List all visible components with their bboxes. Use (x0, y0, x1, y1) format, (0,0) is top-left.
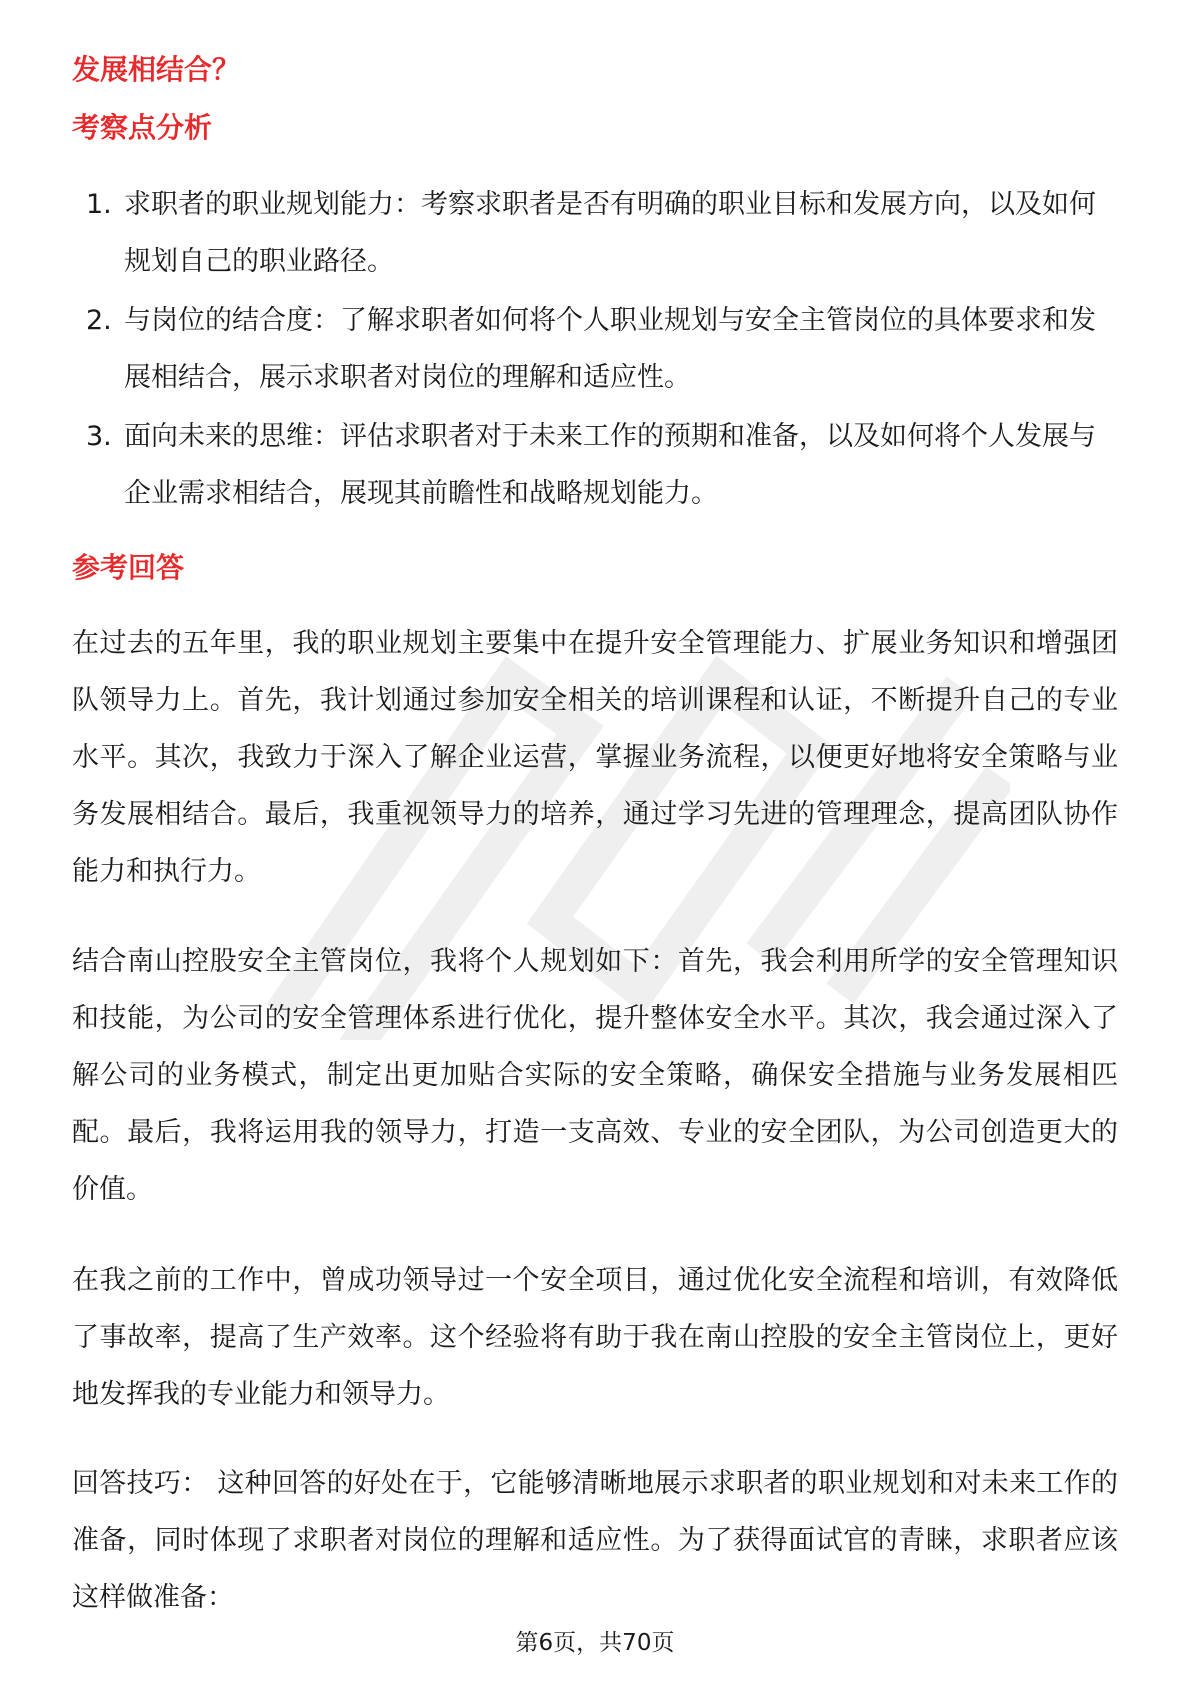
analysis-list (72, 176, 1112, 524)
list-item (72, 292, 1112, 406)
answer-paragraph-1: 在过去的五年里，我的职业规划主要集中在提升安全管理能力、扩展业务知识和增强团队领导力上。首先，我计划通过参加安全相关的培训课程和认证，不断提升自己的专业水平。其次，我致力于深入了解企业运营，掌握业务流程，以便更好地将安全策略与业务发展相结合。最后，我重视领导力的培养，通过学习先进的管理理念，提高团队协作能力和执行力。 (72, 628, 1118, 887)
answer-tips-paragraph: 回答技巧： 这种回答的好处在于，它能够清晰地展示求职者的职业规划和对未来工作的准备，同时体现了求职者对岗位的理解和适应性。为了获得面试官的青睐，求职者应该这样做准备： (72, 1468, 1118, 1613)
analysis-heading: 考察点分析 (72, 111, 213, 144)
list-item-text: 与岗位的结合度：了解求职者如何将个人职业规划与安全主管岗位的具体要求和发展相结合，展示求职者对岗位的理解和适应性。 (124, 305, 1096, 393)
list-item-number: 2. (86, 305, 112, 336)
list-item-text: 求职者的职业规划能力：考察求职者是否有明确的职业目标和发展方向，以及如何规划自己的职业路径。 (124, 189, 1096, 277)
answer-paragraph-2: 结合南山控股安全主管岗位，我将个人规划如下：首先，我会利用所学的安全管理知识和技能，为公司的安全管理体系进行优化，提升整体安全水平。其次，我会通过深入了解公司的业务模式，制定出更加贴合实际的安全策略，确保安全措施与业务发展相匹配。最后，我将运用我的领导力，打造一支高效、专业的安全团队，为公司创造更大的价值。 (72, 946, 1118, 1205)
page-number: 第6页，共70页 (515, 1630, 675, 1656)
answer-paragraph-3: 在我之前的工作中，曾成功领导过一个安全项目，通过优化安全流程和培训，有效降低了事故率，提高了生产效率。这个经验将有助于我在南山控股的安全主管岗位上，更好地发挥我的专业能力和领导力。 (72, 1265, 1118, 1410)
answer-heading: 参考回答 (72, 551, 185, 584)
list-item-number: 1. (86, 189, 112, 220)
list-item (72, 408, 1112, 522)
question-title-fragment: 发展相结合？ (72, 53, 241, 86)
list-item-number: 3. (86, 421, 112, 452)
list-item (72, 176, 1112, 290)
list-item-text: 面向未来的思维：评估求职者对于未来工作的预期和准备，以及如何将个人发展与企业需求相结合，展现其前瞻性和战略规划能力。 (124, 421, 1096, 509)
